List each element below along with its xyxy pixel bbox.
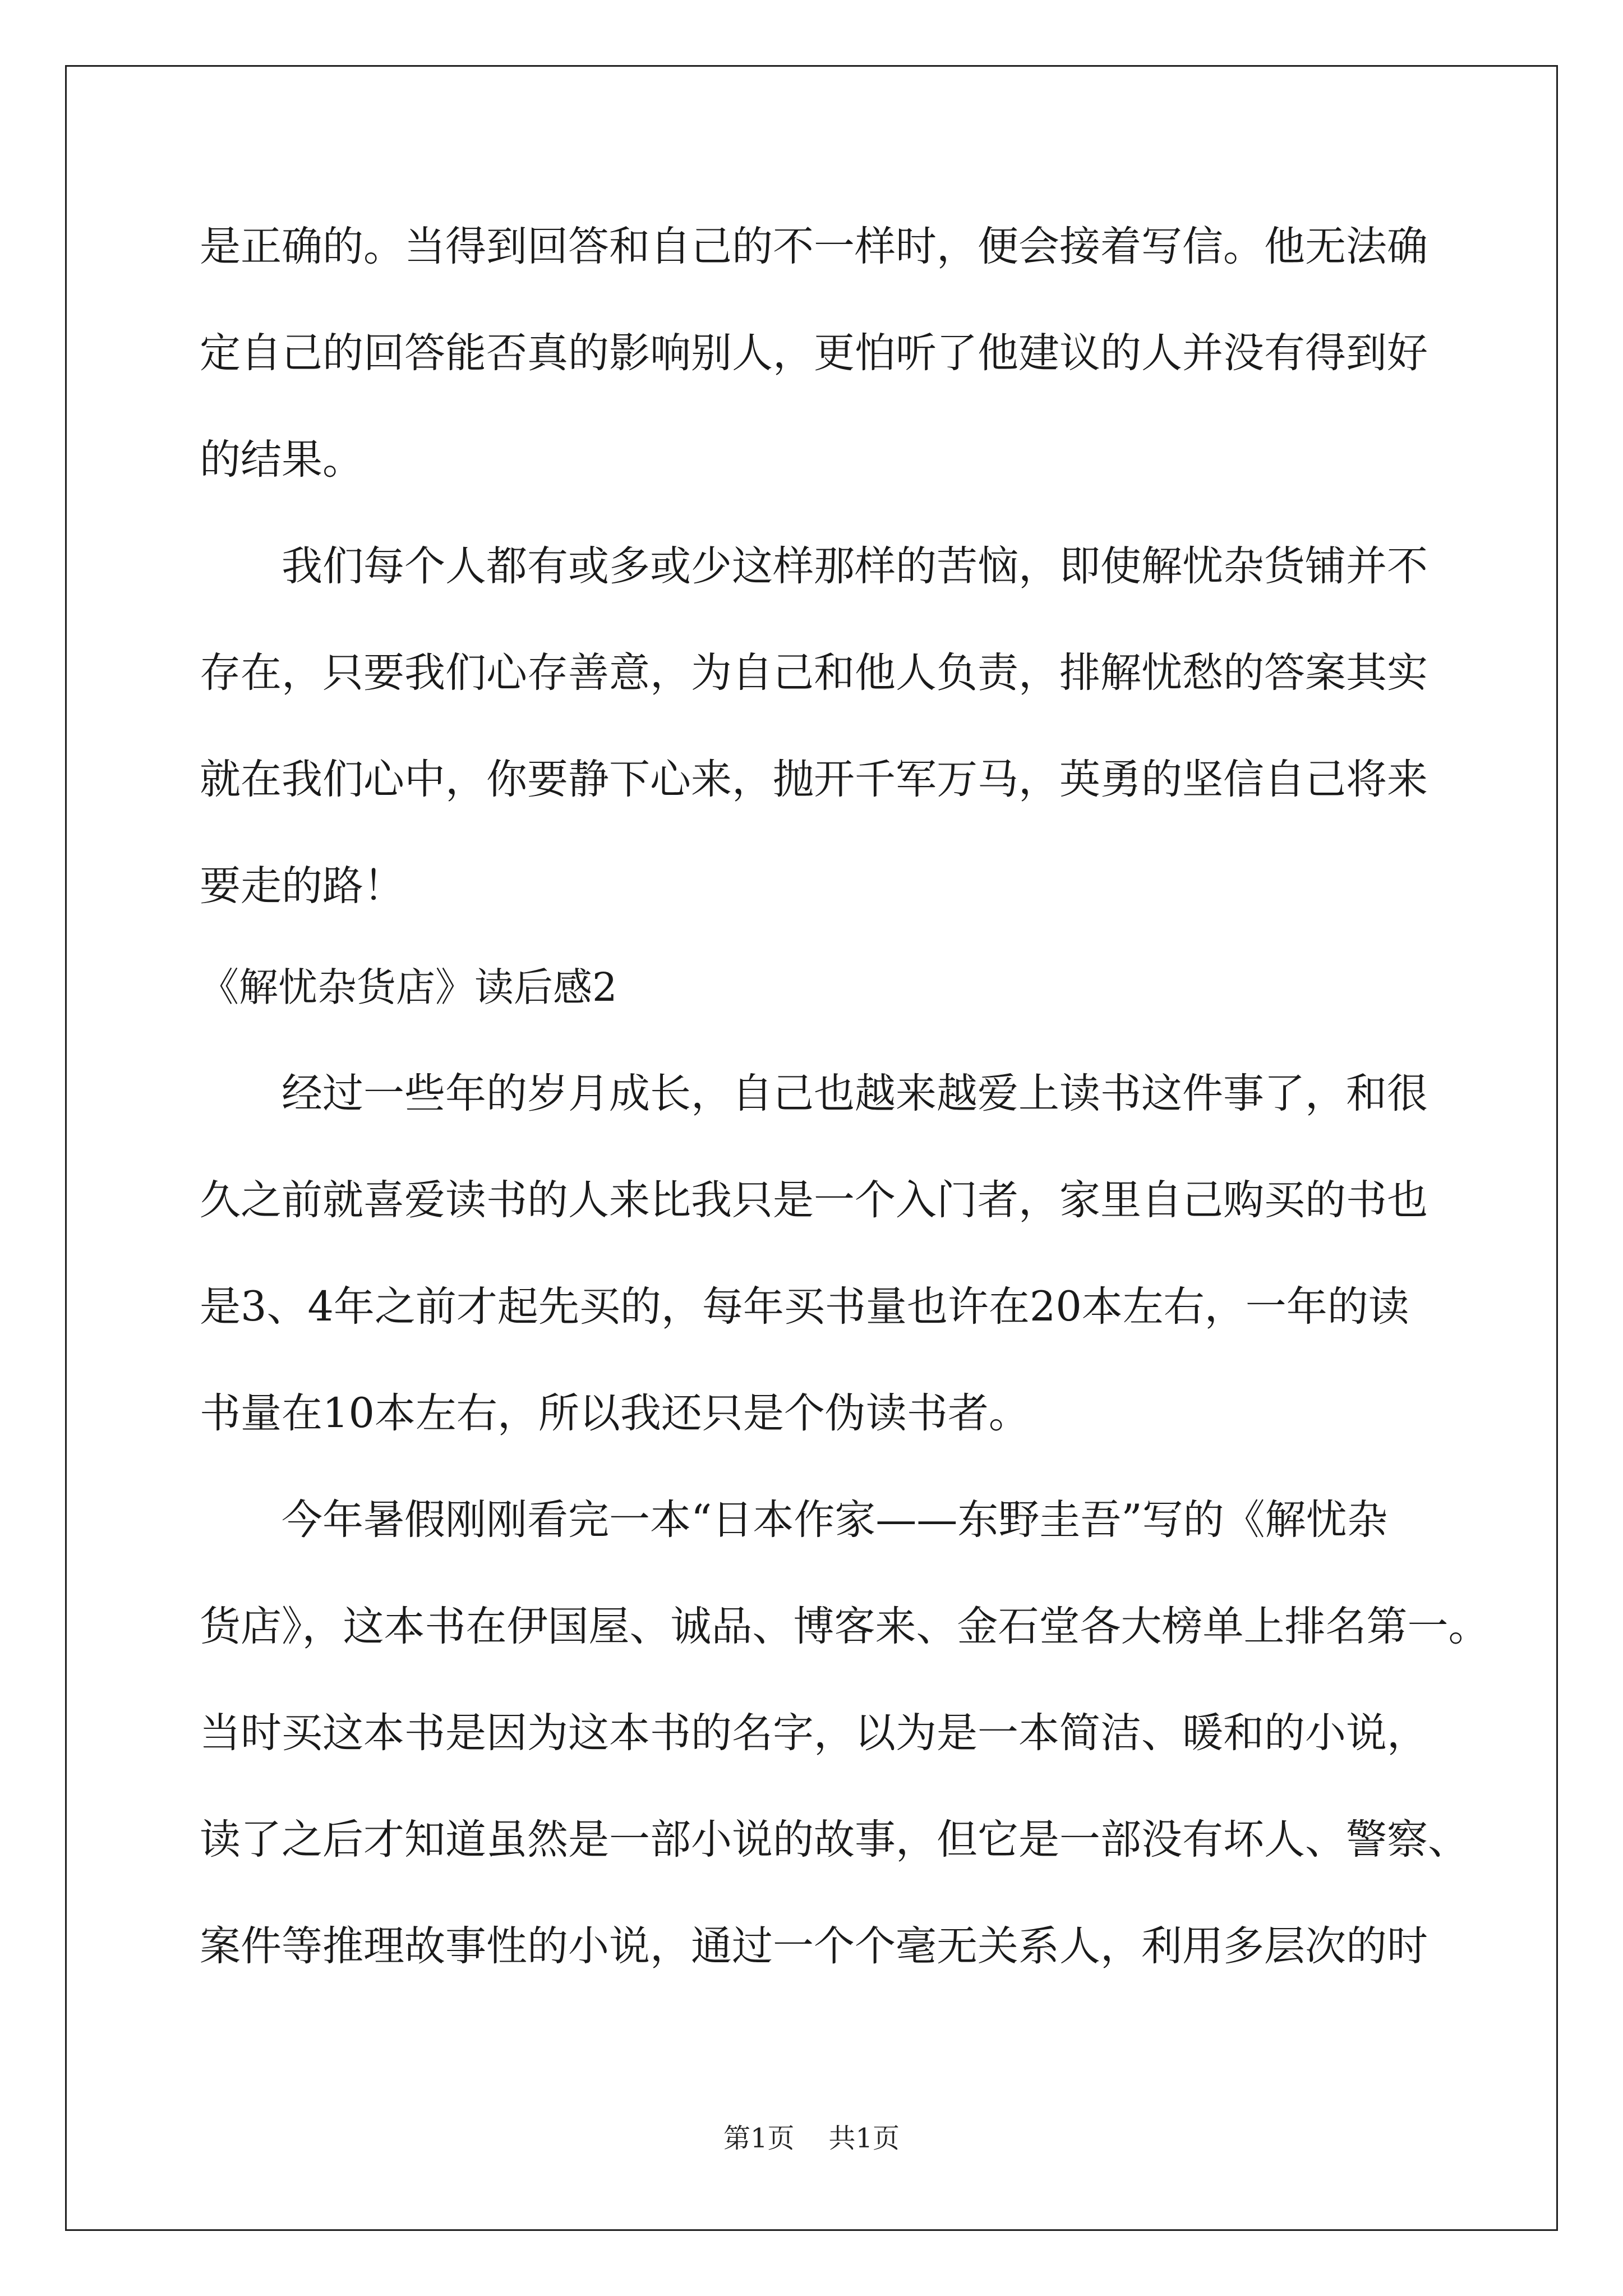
text-line: 就在我们心中，你要静下心来，抛开千军万马，英勇的坚信自己将来: [200, 756, 1428, 803]
text-line: 读了之后才知道虽然是一部小说的故事，但它是一部没有坏人、警察、: [200, 1816, 1469, 1864]
paragraph-start-line: 我们每个人都有或多或少这样那样的苦恼，即使解忧杂货铺并不: [282, 542, 1428, 590]
text-line: 是3、4年之前才起先买的，每年买书量也许在20本左右，一年的读: [200, 1283, 1409, 1331]
page-border: [65, 65, 1558, 2231]
text-line: 要走的路！: [200, 862, 404, 910]
text-line: 货店》，这本书在伊国屋、诚品、博客来、金石堂各大榜单上排名第一。: [200, 1603, 1490, 1650]
page-total: 共1页: [828, 2123, 900, 2154]
page-footer: [0, 2122, 1623, 2155]
text-line: 是正确的。当得到回答和自己的不一样时，便会接着写信。他无法确: [200, 223, 1428, 270]
paragraph-start-line: 今年暑假刚刚看完一本“日本作家——东野圭吾”写的《解忧杂: [282, 1496, 1388, 1544]
text-line: 书量在10本左右，所以我还只是个伪读书者。: [200, 1389, 1030, 1437]
page-number: 第1页: [723, 2123, 795, 2154]
text-line: 当时买这本书是因为这本书的名字，以为是一本简洁、暖和的小说，: [200, 1709, 1428, 1757]
text-line: 存在，只要我们心存善意，为自己和他人负责，排解忧愁的答案其实: [200, 649, 1428, 697]
text-line: 定自己的回答能否真的影响别人，更怕听了他建议的人并没有得到好: [200, 329, 1428, 377]
text-line: 久之前就喜爱读书的人来比我只是一个入门者，家里自己购买的书也: [200, 1176, 1428, 1224]
section-heading: 《解忧杂货店》读后感2: [200, 964, 617, 1010]
text-line: 的结果。: [200, 436, 363, 484]
paragraph-start-line: 经过一些年的岁月成长，自己也越来越爱上读书这件事了，和很: [282, 1070, 1428, 1117]
text-line: 案件等推理故事性的小说，通过一个个毫无关系人，利用多层次的时: [200, 1922, 1428, 1970]
